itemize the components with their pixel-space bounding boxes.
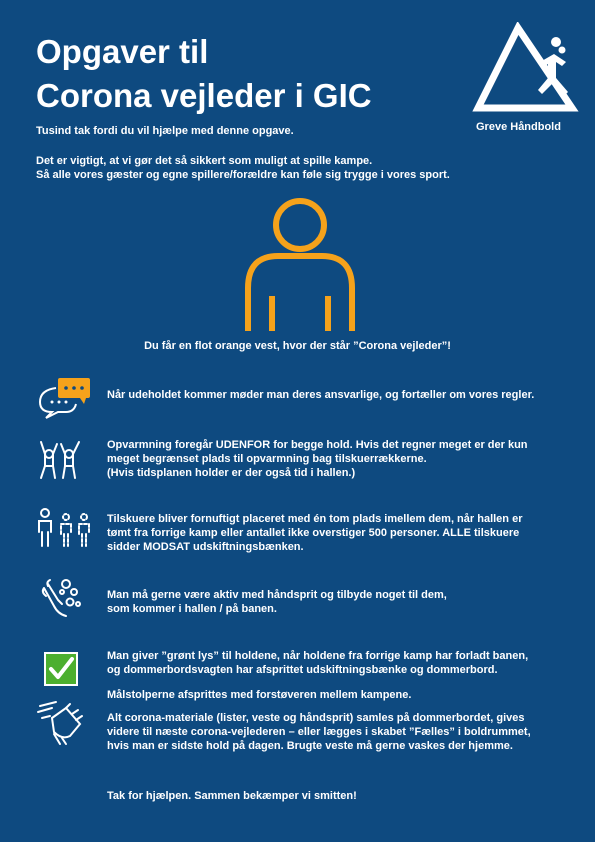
chat-bubbles-icon: [36, 376, 92, 425]
item-green-light-text: Man giver ”grønt lys” til holdene, når holdene fra forrige kamp har forladt banen, og dommerbordsvagten har afsprittet udskiftningsbænke og dommerbord.: [107, 650, 529, 676]
intro-line-1: Det er vigtigt, at vi gør det så sikkert som muligt at spille kampe.: [36, 155, 373, 167]
wiping-hand-icon: [36, 700, 88, 751]
title-line-2: Corona vejleder i GIC: [36, 77, 372, 114]
item-materials-text: Alt corona-materiale (lister, veste og håndsprit) samles på dommerbordet, gives videre til næste corona-vejlederen – eller lægges i skabet ”Fælles” i boldrummet, hvis man er sidste hold på dagen. Brugte veste må gerne vaskes der hjemme.: [107, 712, 531, 752]
cheering-people-icon: [36, 440, 84, 485]
vest-caption: Du får en flot orange vest, hvor der står ”Corona vejleder”!: [144, 340, 451, 352]
greve-handbold-logo: [472, 22, 582, 112]
distanced-people-icon: [36, 508, 92, 553]
intro-line-2: Så alle vores gæster og egne spillere/forældre kan føle sig trygge i vores sport.: [36, 169, 450, 181]
title-line-1: Opgaver til: [36, 33, 209, 70]
item-warmup-text: Opvarmning foregår UDENFOR for begge hold. Hvis det regner meget er der kun meget begrænset plads til opvarmning bag tilskuerrækkerne. (Hvis tidsplanen holder er der også tid i hallen.): [107, 439, 528, 479]
intro-thanks: Tusind tak fordi du vil hjælpe med denne opgave.: [36, 125, 294, 137]
checkmark-icon: [44, 652, 78, 691]
item-sanitizer-text: Man må gerne være aktiv med håndsprit og tilbyde noget til dem, som kommer i hallen / på banen.: [107, 589, 447, 615]
logo-label: Greve Håndbold: [476, 121, 561, 133]
item-welcome-text: Når udeholdet kommer møder man deres ansvarlige, og fortæller om vores regler.: [107, 389, 535, 401]
page-title: [36, 30, 372, 118]
item-goalposts-text: Målstolperne afsprittes med forstøveren mellem kampene.: [107, 689, 412, 701]
person-icon: [242, 196, 358, 341]
item-spectators-text: Tilskuere bliver fornuftigt placeret med én tom plads imellem dem, når hallen er tømt fra forrige kamp eller antallet ikke overstiger 500 personer. ALLE tilskuere sidder MODSAT udskiftningsbænken.: [107, 513, 523, 553]
hand-sanitizer-icon: [36, 576, 82, 625]
closing-text: Tak for hjælpen. Sammen bekæmper vi smitten!: [107, 790, 357, 802]
